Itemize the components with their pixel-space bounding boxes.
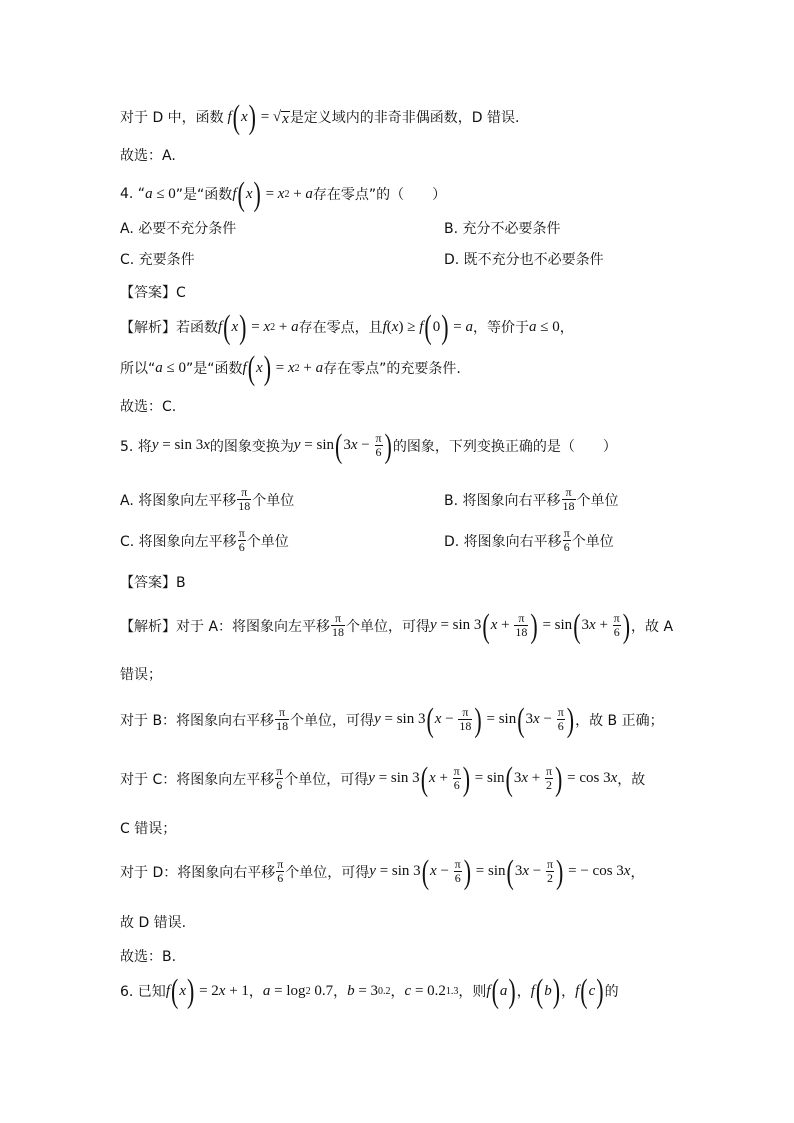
formula-f-sqrt-x: f ( x ) = √ x xyxy=(227,96,289,136)
option-5c: C. 将图象向左平移 $\frac{\pi}{6}$ 个单位 xyxy=(120,526,289,554)
analysis-5-c: 对于 C：将图象向左平移 $\frac{\pi}{6}$ 个单位，可得 y = sin 3 ( x + $\frac{\pi}{6}$ ) = sin ( 3 x + $\frac{\pi}{2}$ ) = cos 3 x ，故 xyxy=(120,758,646,798)
option-4d: D. 既不充分也不必要条件 xyxy=(444,252,604,268)
formula-a-le-0: a ≤ 0 xyxy=(145,185,176,202)
option-4c: C. 充要条件 xyxy=(120,252,195,268)
analysis-5-d-cont: 故 D 错误. xyxy=(120,915,187,931)
analysis-5-c-cont: C 错误； xyxy=(120,821,177,837)
analysis-4-line2: 所以“ a ≤ 0 ”是“函数 f ( x ) = x 2 + a 存在零点”的充要条件. xyxy=(120,347,461,387)
statement-d-conclusion: 对于 D 中，函数 f ( x ) = √ x 是定义域内的非奇非偶函数，D 错误. xyxy=(120,96,520,136)
question-4: 4. “ a ≤ 0 ”是“函数 f ( x ) = x 2 + a 存在零点”的（ ） xyxy=(120,173,447,213)
option-5d: D. 将图象向右平移 $\frac{\pi}{6}$ 个单位 xyxy=(444,526,614,554)
analysis-4-line1: 【解析】若函数 f ( x ) = x 2 + a 存在零点，且 f ( x ) ≥ f ( 0 ) = a ，等价于 a ≤ 0 ， xyxy=(120,306,574,346)
analysis-5-a: 【解析】对于 A：将图象向左平移 $\frac{\pi}{18}$ 个单位，可得 y = sin 3 ( x + $\frac{\pi}{18}$ ) = sin ( 3 x + $\frac{\pi}{6}$ ) ，故 A xyxy=(120,605,674,645)
option-4b: B. 充分不必要条件 xyxy=(444,221,561,237)
option-5b: B. 将图象向右平移 $\frac{\pi}{18}$ 个单位 xyxy=(444,485,619,513)
analysis-5-b: 对于 B：将图象向右平移 $\frac{\pi}{18}$ 个单位，可得 y = sin 3 ( x − $\frac{\pi}{18}$ ) = sin ( 3 x − $\frac{\pi}{6}$ ) ，故 B 正确； xyxy=(120,699,664,739)
option-5a: A. 将图象向左平移 $\frac{\pi}{18}$ 个单位 xyxy=(120,485,295,513)
select-a: 故选：A. xyxy=(120,148,176,164)
analysis-5-d: 对于 D：将图象向右平移 $\frac{\pi}{6}$ 个单位，可得 y = sin 3 ( x − $\frac{\pi}{6}$ ) = sin ( 3 x − $\frac{\pi}{2}$ ) = − cos 3 x ， xyxy=(120,851,645,891)
answer-5: 【答案】B xyxy=(120,575,186,591)
answer-4: 【答案】C xyxy=(120,285,186,301)
analysis-5-a-cont: 错误； xyxy=(120,667,162,683)
question-6: 6. 已知 f ( x ) = 2 x + 1 ， a = log 2 0.7 ， b = 3 0.2 ， c = 0.2 1.3 ，则 f ( a ) ， f ( b ) ， f ( c ) 的 xyxy=(120,970,619,1010)
option-4a: A. 必要不充分条件 xyxy=(120,221,237,237)
formula-f-x2-plus-a: f ( x ) = x 2 + a xyxy=(232,173,313,213)
select-b: 故选：B. xyxy=(120,949,177,965)
select-c: 故选：C. xyxy=(120,399,177,415)
question-5: 5. 将 y = sin 3 x 的图象变换为 y = sin ( 3 x − $\frac{\pi}{6}$ ) 的图象，下列变换正确的是（ ） xyxy=(120,425,617,465)
